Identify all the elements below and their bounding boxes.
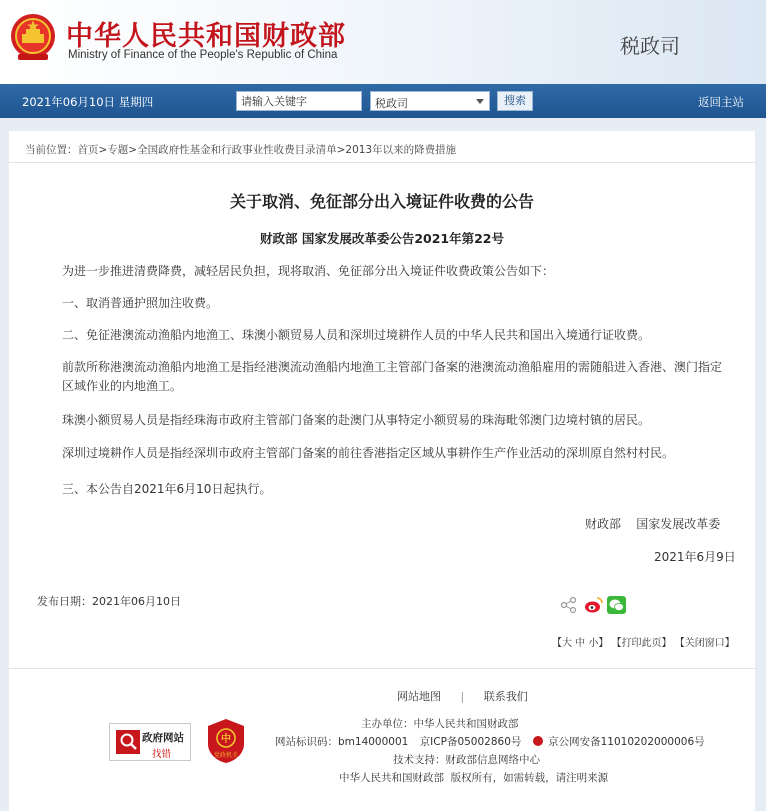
paragraph-4: 珠澳小额贸易人员是指经珠海市政府主管部门备案的赴澳门从事特定小额贸易的珠海毗邻澳门边境村镇的居民。 bbox=[62, 413, 651, 427]
police-record-link[interactable]: 京公网安备11010202000006号 bbox=[548, 736, 705, 748]
article-tools bbox=[552, 634, 735, 649]
paragraph-3: 前款所称港澳流动渔船内地渔工是指经港澳流动渔船内地渔工主管部门备案的港澳流动渔船雇用的需随船进入香港、澳门指定区域作业的内地渔工。 bbox=[62, 360, 723, 393]
footer-site-id bbox=[275, 734, 705, 749]
magnifier-icon bbox=[116, 730, 140, 754]
footer-host: 主办单位：中华人民共和国财政部 bbox=[361, 718, 519, 730]
gov-badge-label: 政府网站 bbox=[142, 732, 184, 744]
search-input[interactable] bbox=[236, 91, 362, 111]
gov-site-error-badge[interactable] bbox=[109, 723, 191, 761]
site-title[interactable]: 中华人民共和国财政部 bbox=[66, 21, 346, 52]
site-id-text: 网站标识码：bm14000001 bbox=[275, 736, 409, 748]
top-navbar bbox=[0, 84, 766, 118]
paragraph-intro: 为进一步推进清费降费，减轻居民负担，现将取消、免征部分出入境证件收费政策公告如下： bbox=[62, 264, 555, 278]
paragraph-6: 三、本公告自2021年6月10日起执行。 bbox=[62, 482, 272, 496]
current-date: 2021年06月10日 星期四 bbox=[22, 95, 154, 109]
footer-separator: | bbox=[460, 690, 465, 703]
publish-date: 发布日期：2021年06月10日 bbox=[37, 595, 181, 608]
party-badge-text: 党政机关 bbox=[213, 752, 239, 759]
sitemap-link[interactable]: 网站地图 bbox=[397, 690, 441, 703]
chevron-down-icon bbox=[476, 99, 484, 104]
site-subtitle: Ministry of Finance of the People's Republic of China bbox=[68, 49, 338, 61]
breadcrumb[interactable]: 当前位置：首页>专题>全国政府性基金和行政事业性收费目录清单>2013年以来的降费措施 bbox=[9, 131, 755, 163]
contact-link[interactable]: 联系我们 bbox=[483, 690, 528, 703]
content-panel bbox=[9, 131, 755, 811]
department-select-value: 税政司 bbox=[375, 97, 408, 110]
footer-copyright: 中华人民共和国财政部 版权所有，如需转载，请注明来源 bbox=[339, 772, 609, 784]
party-government-badge-icon[interactable] bbox=[207, 718, 245, 764]
article-subtitle: 财政部 国家发展改革委公告2021年第22号 bbox=[259, 231, 505, 246]
site-header bbox=[0, 0, 766, 84]
article-title: 关于取消、免征部分出入境证件收费的公告 bbox=[229, 192, 534, 211]
wechat-icon[interactable] bbox=[607, 596, 626, 614]
print-page-link[interactable]: 【打印此页】 bbox=[611, 638, 672, 649]
signature-date: 2021年6月9日 bbox=[654, 550, 736, 564]
svg-text:中: 中 bbox=[221, 734, 231, 745]
paragraph-1: 一、取消普通护照加注收费。 bbox=[62, 296, 219, 310]
icp-link[interactable]: 京ICP备05002860号 bbox=[419, 736, 522, 748]
return-home-link[interactable]: 返回主站 bbox=[698, 95, 744, 109]
footer-divider bbox=[9, 668, 755, 669]
department-name: 税政司 bbox=[620, 34, 680, 58]
paragraph-5: 深圳过境耕作人员是指经深圳市政府主管部门备案的前往香港指定区域从事耕作生产作业活动的深圳原自然村村民。 bbox=[62, 446, 675, 460]
gov-badge-report: 找错 bbox=[152, 749, 172, 760]
weibo-icon[interactable] bbox=[584, 596, 603, 614]
search-button[interactable]: 搜索 bbox=[497, 91, 533, 111]
close-window-link[interactable]: 【关闭窗口】 bbox=[674, 638, 735, 649]
police-badge-icon bbox=[533, 736, 543, 746]
share-icon[interactable] bbox=[560, 596, 578, 614]
national-emblem-icon bbox=[8, 12, 58, 64]
signature: 财政部 国家发展改革委 bbox=[585, 517, 721, 531]
department-select[interactable] bbox=[370, 91, 490, 111]
footer-links bbox=[397, 688, 528, 704]
paragraph-2: 二、免征港澳流动渔船内地渔工、珠澳小额贸易人员和深圳过境耕作人员的中华人民共和国出入境通行证收费。 bbox=[62, 328, 651, 342]
footer-support: 技术支持：财政部信息网络中心 bbox=[393, 754, 540, 766]
font-size-toggle[interactable]: 【大 中 小】 bbox=[552, 638, 609, 649]
